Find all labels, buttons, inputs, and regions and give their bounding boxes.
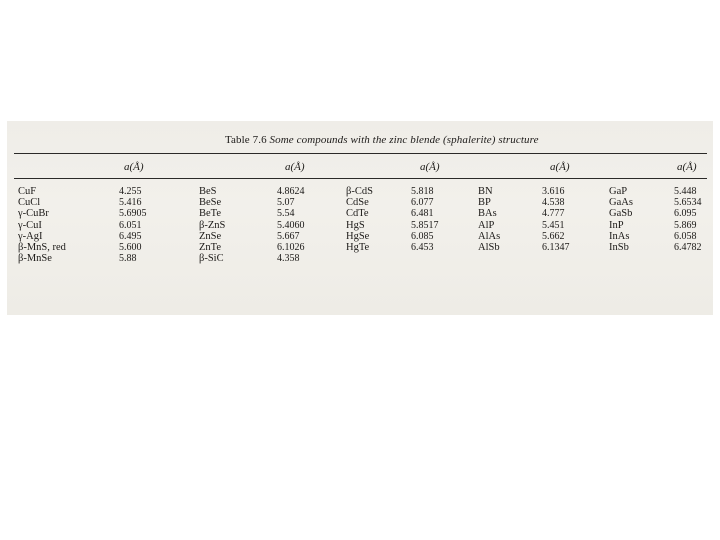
lattice-value: 5.451	[542, 219, 565, 231]
compound-name: β-SiC	[199, 253, 224, 265]
lattice-value: 5.869	[674, 219, 697, 231]
compound-column	[609, 186, 633, 253]
value-column	[411, 186, 439, 253]
compound-name: γ-AgI	[18, 230, 43, 242]
compound-name: BeS	[199, 186, 217, 197]
compound-name: InAs	[609, 230, 630, 242]
lattice-value: 4.777	[542, 208, 565, 220]
table-top-rule	[14, 153, 707, 154]
column-header: a(Å)	[677, 161, 697, 173]
lattice-value: 6.495	[119, 230, 142, 242]
value-column	[674, 186, 702, 253]
compound-name: β-MnS, red	[18, 241, 66, 253]
table-header-rule	[14, 178, 707, 179]
lattice-value: 6.077	[411, 197, 434, 209]
compound-name: AlP	[478, 219, 495, 231]
compound-name: CdTe	[346, 208, 369, 220]
lattice-value: 5.4060	[277, 219, 305, 231]
value-column	[119, 186, 147, 264]
lattice-value: 6.085	[411, 230, 434, 242]
lattice-value: 5.818	[411, 186, 434, 197]
compound-name: β-CdS	[346, 186, 373, 197]
lattice-value: 6.058	[674, 230, 697, 242]
lattice-value: 4.538	[542, 197, 565, 209]
lattice-value: 5.416	[119, 197, 142, 209]
compound-name: GaSb	[609, 208, 633, 220]
column-header: a(Å)	[285, 161, 305, 173]
lattice-value: 6.051	[119, 219, 142, 231]
compound-name: HgTe	[346, 241, 370, 253]
lattice-value: 5.6905	[119, 208, 147, 220]
compound-name: γ-CuBr	[18, 208, 49, 220]
lattice-value: 6.1347	[542, 241, 570, 253]
lattice-value: 5.662	[542, 230, 565, 242]
lattice-value: 4.255	[119, 186, 142, 197]
table-caption-text: Some compounds with the zinc blende (sphalerite) structure	[269, 134, 539, 146]
compound-name: BP	[478, 197, 491, 209]
compound-name: γ-CuI	[18, 219, 42, 231]
compound-name: BN	[478, 186, 493, 197]
lattice-value: 4.8624	[277, 186, 305, 197]
compound-name: β-ZnS	[199, 219, 226, 231]
lattice-value: 6.4782	[674, 241, 702, 253]
lattice-value: 6.1026	[277, 241, 305, 253]
lattice-value: 5.448	[674, 186, 697, 197]
compound-name: CuF	[18, 186, 37, 197]
compound-name: BeTe	[199, 208, 222, 220]
compound-name: HgS	[346, 219, 365, 231]
lattice-value: 6.481	[411, 208, 434, 220]
compound-name: AlAs	[478, 230, 501, 242]
compound-name: InSb	[609, 241, 629, 253]
compound-name: BAs	[478, 208, 497, 220]
lattice-value: 5.600	[119, 241, 142, 253]
lattice-value: 5.6534	[674, 197, 702, 209]
compound-name: CdSe	[346, 197, 369, 209]
lattice-value: 4.358	[277, 253, 300, 265]
compound-name: β-MnSe	[18, 253, 52, 265]
lattice-value: 3.616	[542, 186, 565, 197]
value-column	[277, 186, 305, 264]
compound-column	[478, 186, 500, 253]
lattice-value: 5.667	[277, 230, 300, 242]
table-caption	[225, 134, 539, 146]
table-caption-number: Table 7.6	[225, 134, 267, 146]
compound-name: AlSb	[478, 241, 500, 253]
compound-name: GaP	[609, 186, 628, 197]
lattice-value: 5.88	[119, 253, 137, 265]
lattice-value: 6.095	[674, 208, 697, 220]
lattice-value: 6.453	[411, 241, 434, 253]
column-header: a(Å)	[550, 161, 570, 173]
compound-name: BeSe	[199, 197, 222, 209]
compound-name: CuCl	[18, 197, 41, 209]
compound-column	[199, 186, 225, 264]
compound-name: ZnSe	[199, 230, 222, 242]
lattice-value: 5.07	[277, 197, 295, 209]
compound-name: HgSe	[346, 230, 370, 242]
compound-name: GaAs	[609, 197, 633, 209]
compound-name: ZnTe	[199, 241, 222, 253]
column-header: a(Å)	[420, 161, 440, 173]
value-column	[542, 186, 570, 253]
lattice-value: 5.54	[277, 208, 295, 220]
compound-name: InP	[609, 219, 624, 231]
lattice-value: 5.8517	[411, 219, 439, 231]
compound-column	[346, 186, 373, 253]
compound-column	[18, 186, 66, 264]
column-header: a(Å)	[124, 161, 144, 173]
